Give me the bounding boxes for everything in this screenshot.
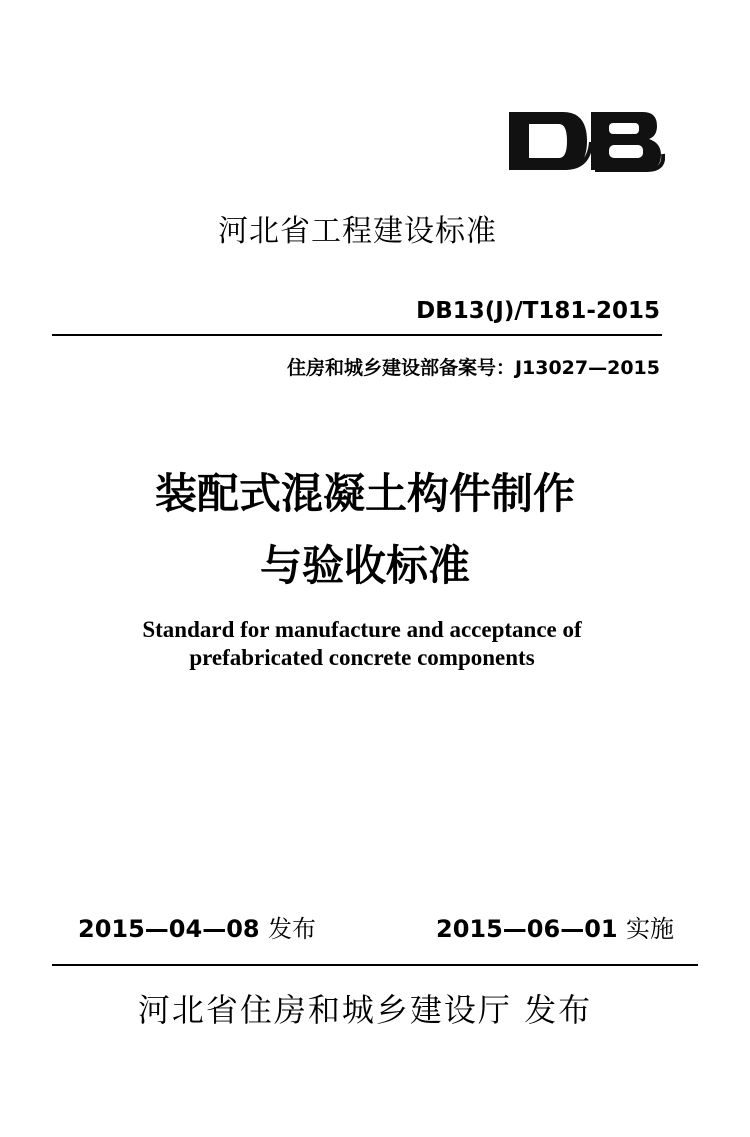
bottom-divider — [52, 964, 698, 966]
filing-number: 住房和城乡建设部备案号：J13027—2015 — [286, 357, 660, 379]
publish-date: 2015—04—08 — [78, 915, 260, 943]
db-logo — [505, 108, 665, 174]
issuing-authority: 河北省住房和城乡建设厅 发布 — [137, 991, 593, 1029]
top-divider — [52, 334, 662, 336]
effective-date: 2015—06—01 — [436, 915, 618, 943]
logo-letter-b — [591, 112, 663, 170]
publish-date-block — [78, 912, 316, 946]
standard-number: DB13(J)/T181-2015 — [416, 298, 660, 324]
effective-label: 实施 — [625, 915, 674, 943]
chinese-title-line-2: 与验收标准 — [259, 541, 470, 590]
effective-date-block — [436, 912, 674, 946]
logo-letter-d — [509, 112, 591, 170]
standard-series-title: 河北省工程建设标准 — [218, 214, 497, 249]
english-title-line-2: prefabricated concrete components — [189, 645, 535, 670]
english-title-line-1: Standard for manufacture and acceptance of — [142, 617, 582, 642]
publish-label: 发布 — [267, 915, 316, 943]
chinese-title-line-1: 装配式混凝土构件制作 — [154, 469, 575, 518]
